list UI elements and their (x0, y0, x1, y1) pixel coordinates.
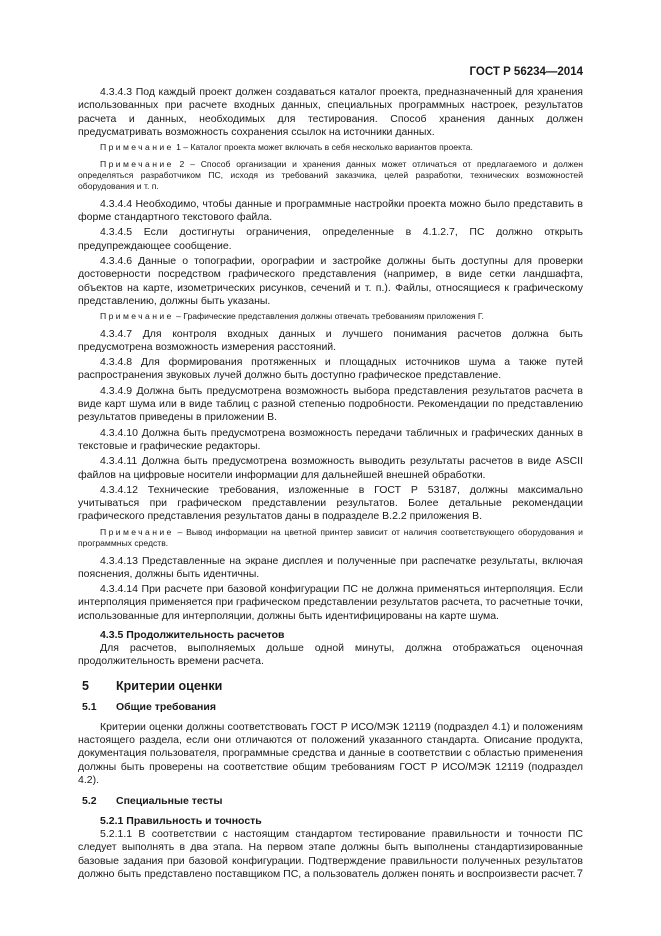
note-label: Примечание (100, 526, 174, 537)
paragraph: 4.3.4.4 Необходимо, чтобы данные и программные настройки проекта можно было представить в форме стандартного текстового файла. (78, 197, 583, 224)
heading-text: Общие требования (116, 700, 216, 713)
paragraph: Для расчетов, выполняемых дольше одной минуты, должна отображаться оценочная продолжительность времени расчета. (78, 642, 583, 668)
note-label: Примечание (100, 158, 174, 169)
clause-heading: 5.2.1 Правильность и точность (100, 815, 262, 828)
subsection-heading (78, 795, 583, 807)
note-label: Примечание (100, 311, 174, 322)
note (78, 311, 583, 322)
paragraph: 4.3.4.8 Для формирования протяженных и площадных источников шума а также путей распространения звуковых лучей должно быть доступно графическое представление. (78, 356, 583, 382)
heading-text: Специальные тесты (116, 795, 223, 808)
paragraph: Критерии оценки должны соответствовать ГОСТ Р ИСО/МЭК 12119 (подраздел 4.1) и положениям настоящего раздела, если они отличаются от положений указанного стандарта. Описание продукта, документация пользователя, программные средства и данные в соответствии с областью применения должны быть проверены на соответствие общим требованиям ГОСТ Р ИСО/МЭК 12119 (подраздел 4.2). (78, 720, 583, 786)
clause-heading: 4.3.5 Продолжительность расчетов (100, 629, 285, 642)
paragraph: 4.3.4.9 Должна быть предусмотрена возможность выбора представления результатов расчета в виде карт шума или в виде таблиц с разной степенью подробности. Рекомендации по представлению результатов приведены в приложении В. (78, 384, 583, 424)
note-text: – Вывод информации на цветной принтер зависит от наличия соответствующего оборудования и программных средств. (78, 526, 583, 549)
note-text: 2 – Способ организации и хранения данных может отличаться от предлагаемого и должен определяться разработчиком ПС, исходя из требований заказчика, целей разработки, технических возможностей оборудования и т. п. (78, 158, 583, 192)
paragraph: 4.3.4.12 Технические требования, изложенные в ГОСТ Р 53187, должны максимально учитываться при графическом представлении результатов. Более детальные рекомендации графического представления результатов даны в подразделе В.2.2 приложения В. (78, 483, 583, 523)
document-id-header: ГОСТ Р 56234—2014 (469, 66, 583, 78)
note-label: Примечание (100, 142, 174, 153)
paragraph: 4.3.4.6 Данные о топографии, орографии и застройке должны быть доступны для проверки достоверности посредством графического представления (например, в виде сетки ландшафта, объектов на карте, изометрических рисунков, сечений и т. п.). Файлы, относящиеся к графическому представлению, должны быть указаны. (78, 255, 583, 307)
section-heading (78, 679, 583, 693)
note (78, 142, 583, 153)
note-text: 1 – Каталог проекта может включать в себя несколько вариантов проекта. (173, 142, 473, 153)
heading-number: 5 (82, 678, 89, 693)
subsection-heading (78, 701, 583, 713)
heading-text: Критерии оценки (116, 678, 223, 693)
paragraph: 4.3.4.3 Под каждый проект должен создаваться каталог проекта, предназначенный для хранения использованных при расчете входных данных, специальных программных настроек, результатов расчета и данных, необходимых для тестирования. Способ хранения данных должен предусматривать возможность сохранения ссылок на источники данных. (78, 86, 583, 138)
note-text: – Графические представления должны отвечать требованиям приложения Г. (173, 311, 484, 322)
document-body (78, 86, 583, 883)
paragraph: 4.3.4.11 Должна быть предусмотрена возможность выводить результаты расчетов в виде ASCII файлов на цифровые носители информации для дальнейшей внешней обработки. (78, 455, 583, 481)
heading-number: 5.2 (82, 795, 97, 808)
paragraph: 4.3.4.10 Должна быть предусмотрена возможность передачи табличных и графических данных в текстовые и графические редакторы. (78, 426, 583, 452)
note (78, 159, 583, 193)
heading-number: 5.1 (82, 700, 97, 713)
paragraph: 4.3.4.7 Для контроля входных данных и лучшего понимания расчетов должна быть предусмотрена возможность измерения расстояний. (78, 327, 583, 353)
paragraph: 4.3.4.5 Если достигнуты ограничения, определенные в 4.1.2.7, ПС должно открыть предупреждающее сообщение. (78, 226, 583, 252)
note (78, 527, 583, 550)
page-number: 7 (576, 868, 583, 880)
paragraph: 5.2.1.1 В соответствии с настоящим стандартом тестирование правильности и точности ПС следует выполнять в два этапа. На первом этапе должны быть выполнены стандартизированные базовые задания при базовой конфигурации. Подтверждение правильности полученных результатов должно быть представлено поставщиком ПС, а пользователь должен понять и воспроизвести расчет. (78, 828, 583, 881)
paragraph: 4.3.4.14 При расчете при базовой конфигурации ПС не должна применяться интерполяция. Если интерполяция применяется при графическом представлении результатов расчета, то расчетные точки, использованные для интерполяции, должны быть идентифицированы на карте шума. (78, 583, 583, 622)
paragraph: 4.3.4.13 Представленные на экране дисплея и полученные при распечатке результаты, включая пояснения, должны быть идентичны. (78, 554, 583, 580)
